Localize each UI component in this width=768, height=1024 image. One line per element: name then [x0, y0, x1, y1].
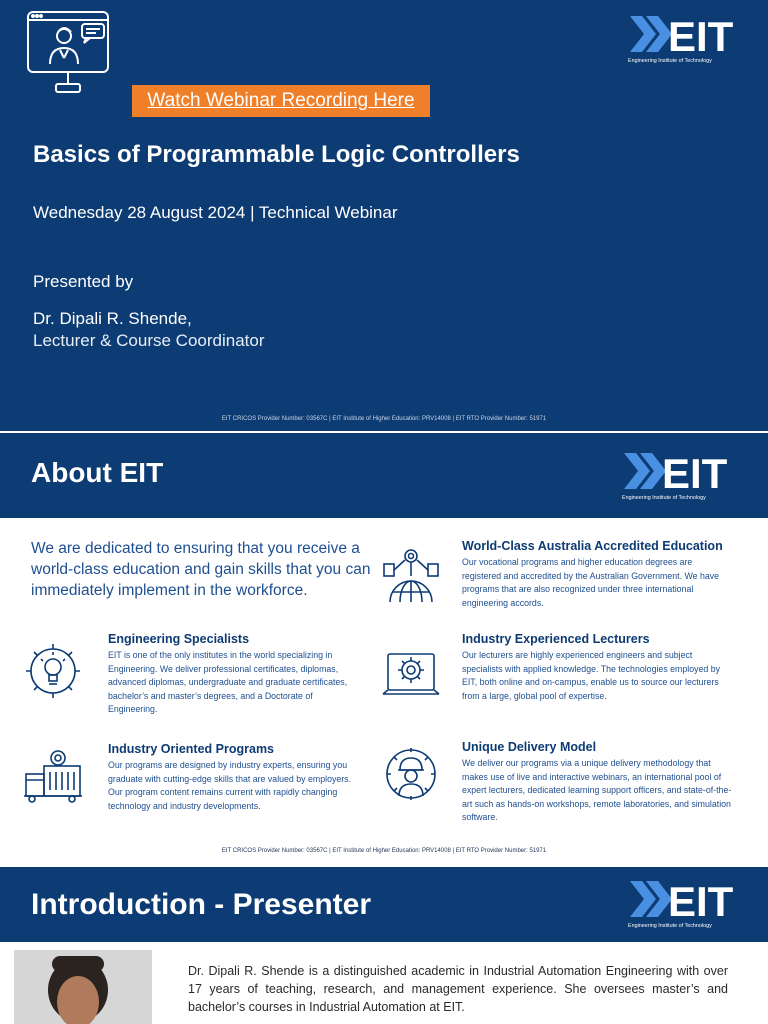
presenter-name: Dr. Dipali R. Shende,: [33, 309, 192, 328]
about-header: [0, 433, 768, 518]
feature-engineering-specialists: [108, 632, 362, 717]
factory-icon: [22, 744, 84, 806]
eit-logo: [626, 875, 748, 931]
watch-webinar-link[interactable]: Watch Webinar Recording Here: [132, 85, 430, 117]
feature-world-class: [462, 539, 732, 610]
feature-text: Our lecturers are highly experienced engineers and subject specialists with applied knowledge. The technologies employed by EIT, both online and on-campus, enable us to source our lecturers from a large, global pool of expertise.: [462, 650, 721, 701]
webinar-date: Wednesday 28 August 2024 | Technical Webinar: [33, 203, 398, 222]
webinar-title: Basics of Programmable Logic Controllers: [33, 141, 520, 168]
presenter-role: Lecturer & Course Coordinator: [33, 331, 265, 350]
globe-network-icon: [380, 544, 442, 606]
about-intro: We are dedicated to ensuring that you receive a world-class education and gain skills that you can immediately implement in the workforce.: [31, 540, 371, 599]
eit-logo-mark: EIT: [662, 450, 728, 497]
feature-title: Unique Delivery Model: [462, 740, 597, 754]
feature-title: Industry Oriented Programs: [108, 742, 275, 756]
eit-logo-subtitle: Engineering Institute of Technology: [622, 495, 706, 501]
feature-industry-lecturers: [462, 632, 732, 703]
presenter-header: [0, 867, 768, 942]
lightbulb-gear-icon: [22, 640, 84, 702]
engineer-icon: [380, 744, 442, 806]
about-body: [0, 518, 768, 866]
feature-text: Our vocational programs and higher education degrees are registered and accredited by the Australian Government. We have programs that are also recognized under three international engineering accords.: [462, 557, 720, 608]
feature-text: EIT is one of the only institutes in the world specializing in Engineering. We deliver professional certificates, diplomas, advanced diplomas, undergraduate and graduate certificates, bachelor’s and master’s degrees, and a Doctorate of Engineering.: [108, 650, 348, 715]
feature-industry-oriented: [108, 742, 362, 813]
feature-unique-delivery: [462, 740, 732, 825]
eit-logo: [626, 10, 748, 66]
eit-logo: [620, 447, 742, 503]
provider-footer: EIT CRICOS Provider Number: 03567C | EIT Institute of Higher Education: PRV14008 | EIT RTO Provider Number: 51971: [221, 416, 547, 422]
provider-footer: EIT CRICOS Provider Number: 03567C | EIT Institute of Higher Education: PRV14008 | EIT RTO Provider Number: 51971: [221, 848, 547, 854]
presenter-slide-title: Introduction - Presenter: [31, 888, 372, 921]
feature-text: Our programs are designed by industry experts, ensuring you graduate with cutting-edge skills that are valued by employers. Our program content remains current with rapidly changing technology and industry developments.: [108, 760, 352, 811]
feature-title: World-Class Australia Accredited Education: [462, 539, 723, 553]
about-title: About EIT: [31, 457, 164, 488]
laptop-gear-icon: [380, 640, 442, 702]
presenter-bio: Dr. Dipali R. Shende is a distinguished academic in Industrial Automation Engineering with over 17 years of teaching, research, and management experience. She oversees master’s and bachelor’s courses in Industrial Automation at EIT.: [188, 964, 728, 1014]
eit-logo-mark: EIT: [668, 13, 734, 60]
presented-by-label: Presented by: [33, 272, 134, 291]
title-slide: [0, 0, 768, 431]
eit-logo-mark: EIT: [668, 878, 734, 925]
feature-text: We deliver our programs via a unique delivery methodology that makes use of live and interactive webinars, an international pool of expert lecturers, dedicated learning support officers, and state-of-the-art such as hands-on workshops, remote laboratories, and simulation software.: [462, 758, 732, 823]
feature-title: Engineering Specialists: [108, 632, 250, 646]
eit-logo-subtitle: Engineering Institute of Technology: [628, 58, 712, 64]
presenter-body: [0, 942, 768, 1024]
presenter-photo: [14, 950, 152, 1024]
feature-title: Industry Experienced Lecturers: [462, 632, 650, 646]
eit-logo-subtitle: Engineering Institute of Technology: [628, 923, 712, 929]
webinar-presenter-icon: [24, 10, 112, 96]
